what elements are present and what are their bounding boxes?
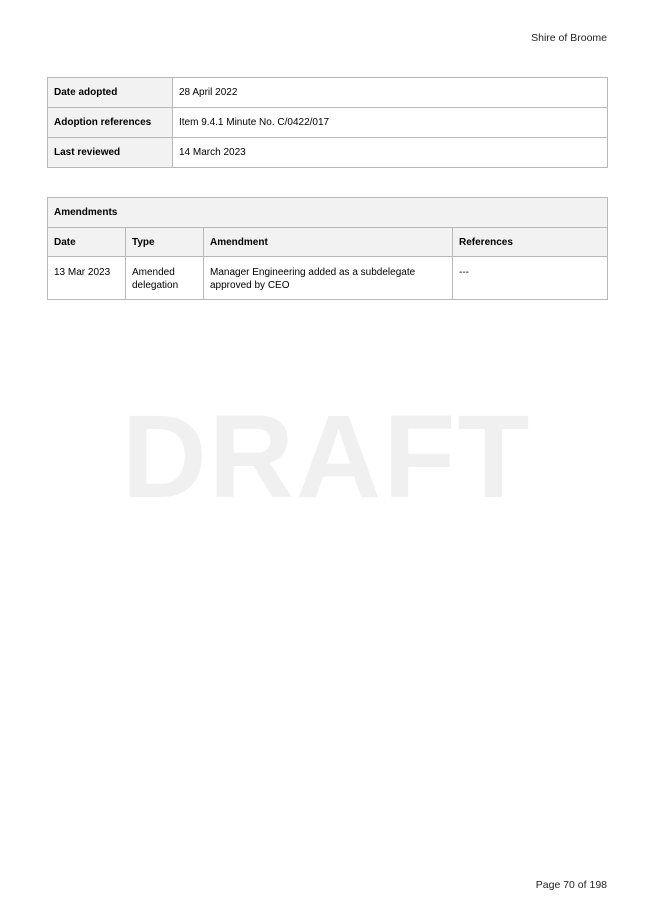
amendment-description-cell <box>204 257 453 300</box>
amendments-table <box>47 197 608 300</box>
column-header-amendment: Amendment <box>204 228 453 257</box>
amendment-date-cell: 13 Mar 2023 <box>48 257 126 300</box>
amendments-title: Amendments <box>48 198 608 228</box>
table-row <box>48 108 608 138</box>
date-adopted-label: Date adopted <box>48 78 173 108</box>
date-adopted-value: 28 April 2022 <box>173 78 608 108</box>
amendment-type-cell <box>126 257 204 300</box>
amendment-type-line: delegation <box>132 280 179 291</box>
adoption-details-table <box>47 77 608 168</box>
amendment-description-line: approved by CEO <box>210 280 290 291</box>
adoption-references-label: Adoption references <box>48 108 173 138</box>
last-reviewed-value: 14 March 2023 <box>173 138 608 168</box>
organisation-name: Shire of Broome <box>531 32 607 44</box>
table-row <box>48 78 608 108</box>
table-row <box>48 138 608 168</box>
last-reviewed-label: Last reviewed <box>48 138 173 168</box>
column-header-date: Date <box>48 228 126 257</box>
column-header-references: References <box>453 228 608 257</box>
table-header-row <box>48 228 608 257</box>
table-title-row <box>48 198 608 228</box>
adoption-references-value: Item 9.4.1 Minute No. C/0422/017 <box>173 108 608 138</box>
amendment-references-cell: --- <box>453 257 608 300</box>
page-number: Page 70 of 198 <box>535 879 607 891</box>
amendment-description-line: Manager Engineering added as a subdelegate <box>210 267 416 278</box>
amendment-type-line: Amended <box>132 267 175 278</box>
table-row <box>48 257 608 300</box>
column-header-type: Type <box>126 228 204 257</box>
draft-watermark: DRAFT <box>121 391 532 523</box>
